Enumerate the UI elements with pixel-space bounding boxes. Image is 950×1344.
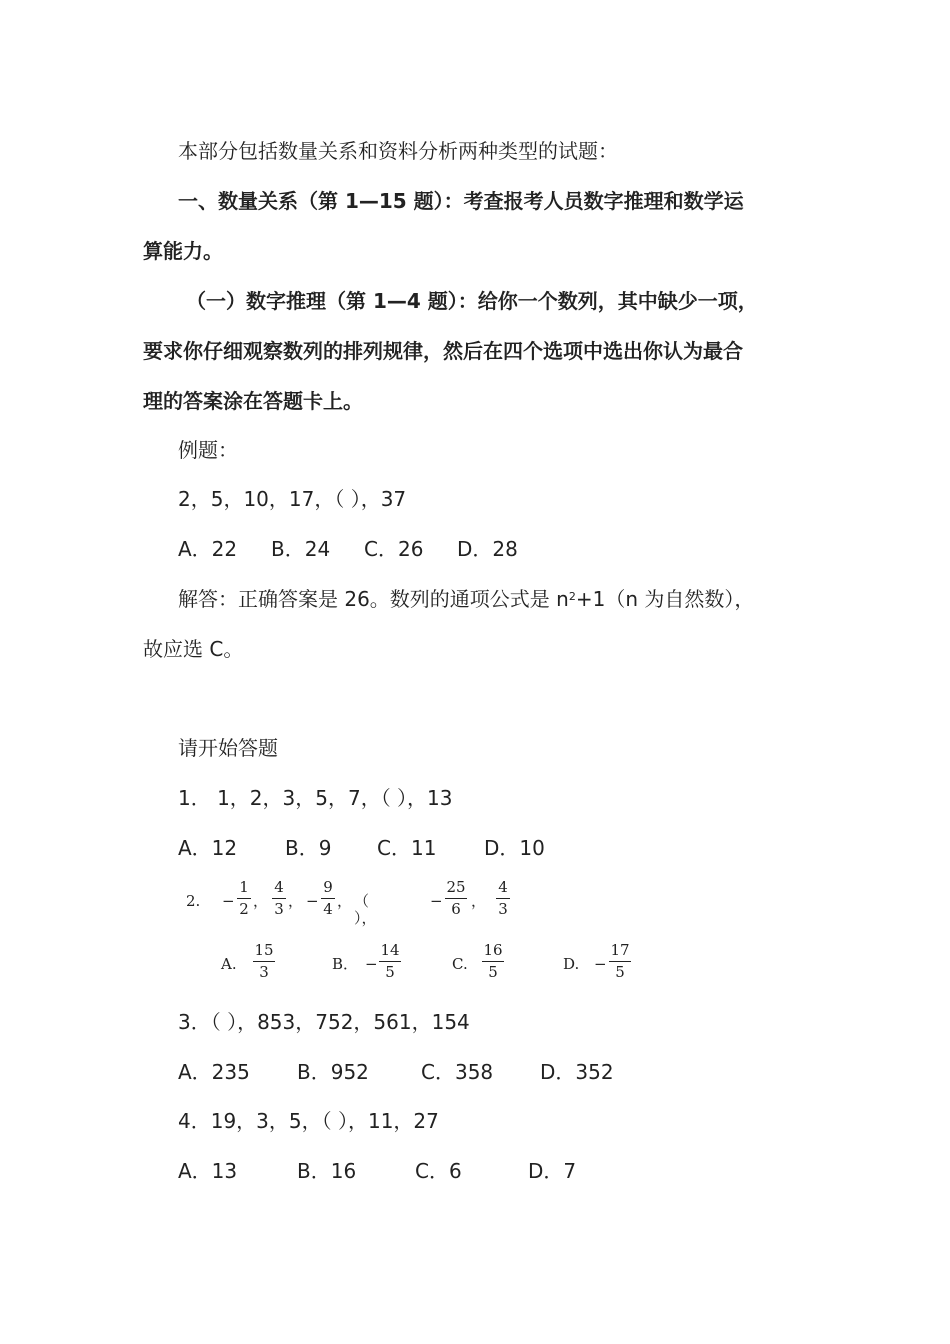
q2-term6-numerator: 4 bbox=[498, 878, 508, 896]
q2-term2-fraction bbox=[272, 879, 286, 918]
q2-option-c-label: C. bbox=[452, 955, 468, 973]
q1-option-d: D．10 bbox=[484, 836, 545, 860]
q2-option-c-numerator: 16 bbox=[483, 941, 503, 959]
q2-option-d-label: D. bbox=[563, 955, 580, 973]
q4-option-a: A．13 bbox=[178, 1159, 238, 1183]
q2-term1-sep: ， bbox=[253, 892, 269, 910]
q2-option-d-numerator: 17 bbox=[610, 941, 630, 959]
example-option-c: C．26 bbox=[364, 537, 424, 561]
q2-term1-numerator: 1 bbox=[239, 878, 249, 896]
example-option-b: B．24 bbox=[271, 537, 331, 561]
q3-option-c: C．358 bbox=[421, 1060, 494, 1084]
example-sequence: 2，5，10，17，（ ），37 bbox=[178, 487, 407, 511]
q2-option-d-fraction bbox=[609, 942, 631, 981]
q2-option-a-label: A. bbox=[221, 955, 237, 973]
example-label: 例题： bbox=[178, 438, 238, 462]
q2-blank: （ ）， bbox=[354, 892, 377, 927]
section-heading-line2: 算能力。 bbox=[143, 239, 223, 263]
q2-term2-denominator: 3 bbox=[274, 900, 284, 918]
q1-option-c: C．11 bbox=[377, 836, 437, 860]
q2-option-d-denominator: 5 bbox=[615, 963, 625, 981]
example-option-d: D．28 bbox=[457, 537, 518, 561]
answer-text-post: +1（n 为自然数）， bbox=[575, 587, 755, 611]
subsection-line2: 要求你仔细观察数列的排列规律，然后在四个选项中选出你认为最合 bbox=[143, 339, 743, 363]
q1-option-b: B．9 bbox=[285, 836, 332, 860]
q2-option-d-sign: − bbox=[594, 955, 607, 973]
q2-term6-fraction bbox=[496, 879, 510, 918]
example-option-a: A．22 bbox=[178, 537, 238, 561]
q2-term2-numerator: 4 bbox=[274, 878, 284, 896]
q2-option-a-denominator: 3 bbox=[259, 963, 269, 981]
q2-option-b-numerator: 14 bbox=[380, 941, 400, 959]
q4-option-b: B．16 bbox=[297, 1159, 357, 1183]
subsection-line3: 理的答案涂在答题卡上。 bbox=[143, 389, 363, 413]
q2-term1-sign: − bbox=[222, 892, 235, 910]
example-answer-line2: 故应选 C。 bbox=[143, 637, 244, 661]
question-4-stem: 4．19，3，5，（ ），11，27 bbox=[178, 1109, 439, 1133]
q2-term5-sign: − bbox=[430, 892, 443, 910]
q2-term1-fraction bbox=[237, 879, 251, 918]
q2-term3-sep: ， bbox=[337, 892, 353, 910]
q2-term3-fraction bbox=[321, 879, 335, 918]
answer-superscript: 2 bbox=[568, 590, 576, 603]
section-heading-line1: 一、数量关系（第 1—15 题）：考查报考人员数字推理和数学运 bbox=[178, 189, 744, 213]
q2-option-b-label: B． bbox=[332, 955, 359, 973]
intro-text: 本部分包括数量关系和资料分析两种类型的试题： bbox=[178, 139, 618, 163]
q2-term1-denominator: 2 bbox=[239, 900, 249, 918]
answer-text-pre: 解答：正确答案是 26。数列的通项公式是 n bbox=[178, 587, 569, 611]
example-answer-line1 bbox=[178, 585, 754, 613]
q2-term2-sep: ， bbox=[288, 892, 304, 910]
q2-term6-denominator: 3 bbox=[498, 900, 508, 918]
q2-term5-numerator: 25 bbox=[446, 878, 466, 896]
start-label: 请开始答题 bbox=[178, 736, 278, 760]
q2-term5-denominator: 6 bbox=[451, 900, 461, 918]
q2-option-a-fraction bbox=[253, 942, 275, 981]
q2-number: 2. bbox=[186, 892, 201, 910]
q2-option-b-fraction bbox=[379, 942, 401, 981]
q2-term5-fraction bbox=[445, 879, 467, 918]
question-3-stem: 3．（ ），853，752，561，154 bbox=[178, 1010, 470, 1034]
q2-option-b-denominator: 5 bbox=[385, 963, 395, 981]
question-1-stem: 1． 1，2，3，5，7，（ ），13 bbox=[178, 786, 453, 810]
q4-option-d: D．7 bbox=[528, 1159, 577, 1183]
q3-option-b: B．952 bbox=[297, 1060, 369, 1084]
q4-option-c: C．6 bbox=[415, 1159, 462, 1183]
q1-option-a: A．12 bbox=[178, 836, 238, 860]
q2-term5-sep: ， bbox=[471, 892, 487, 910]
q3-option-d: D．352 bbox=[540, 1060, 614, 1084]
q2-option-b-sign: − bbox=[365, 955, 378, 973]
q2-option-a-numerator: 15 bbox=[254, 941, 274, 959]
q2-option-c-denominator: 5 bbox=[488, 963, 498, 981]
q2-term3-sign: − bbox=[306, 892, 319, 910]
subsection-line1: （一）数字推理（第 1—4 题）：给你一个数列，其中缺少一项， bbox=[186, 289, 758, 313]
q2-option-c-fraction bbox=[482, 942, 504, 981]
q2-term3-numerator: 9 bbox=[323, 878, 333, 896]
q2-term3-denominator: 4 bbox=[323, 900, 333, 918]
q3-option-a: A．235 bbox=[178, 1060, 250, 1084]
